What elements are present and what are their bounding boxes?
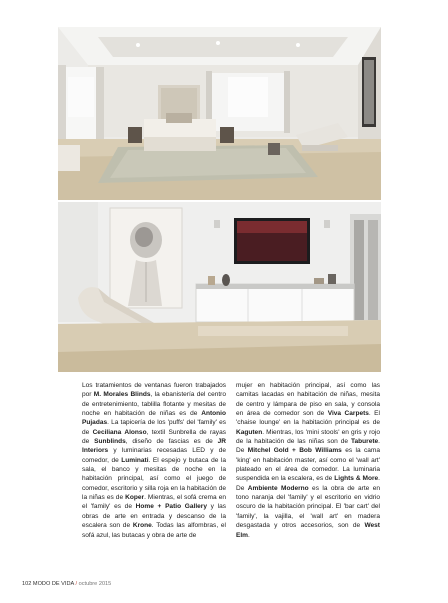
- credit-name: Luminati: [121, 456, 149, 464]
- article-column-left: [82, 381, 226, 540]
- article-text: . El espejo y butaca de la sala, el banco y mesitas de noche en la habitación principal, así como el juego de comedor, escritorio y silla roja en la habitación de la niñas es de: [82, 456, 226, 502]
- credit-name: Taburete: [351, 438, 379, 446]
- credit-name: Viva Carpets: [327, 410, 369, 418]
- article-text: y luminarias recesadas LED y de comedor, de: [82, 447, 226, 464]
- living-room-photo: [58, 202, 381, 372]
- article-text: y las obras de arte en entrada y descanso de la escalera son de: [82, 503, 226, 530]
- article-text: .: [248, 531, 250, 539]
- credit-name: Ceciliana Alonso: [92, 428, 147, 436]
- article-text: . De: [236, 475, 380, 492]
- credit-name: Sunblinds: [94, 438, 126, 446]
- credit-name: Ambiente Moderno: [247, 484, 309, 492]
- credit-name: Lights & More: [334, 475, 379, 483]
- page-footer: [22, 581, 111, 587]
- article-text: , la ebanistería del centro de entretenimiento, tablilla flotante y mesitas de noche en habitación de niñas es de: [82, 391, 227, 418]
- magazine-name: MODO DE VIDA: [32, 581, 74, 587]
- credit-name: Mitchel Gold + Bob Williams: [247, 447, 342, 455]
- bedroom-photo: [58, 27, 381, 200]
- article-text: es la cama 'king' en habitación master, así como el 'wall art' plateado en el área de comedor. La luminaria suspendida en la escalera, es de: [236, 447, 380, 483]
- article-text: . Mientras, los 'mini stools' en gris y rojo de la habitación de las niñas son de: [236, 428, 380, 446]
- article-text: mujer en habitación principal, así como las camitas lacadas en habitación de niñas, mesita de centro y lámpara de piso en sala, y consola en área de comedor son de: [236, 382, 380, 418]
- credit-name: Antonio Pujadas: [82, 410, 226, 427]
- credit-name: M. Morales Blinds: [93, 391, 151, 399]
- article-text: Los tratamientos de ventanas fueron trabajados por: [82, 382, 226, 399]
- article-text: . La tapicería de los 'puffs' del 'family' es de: [82, 419, 226, 436]
- credit-name: Koper: [125, 494, 145, 502]
- footer-separator: /: [75, 581, 78, 587]
- article-text: , diseño de fascias es de: [125, 438, 218, 446]
- credit-name: JR Interiors: [82, 438, 226, 455]
- article-text: . El 'chaise lounge' en la habitación principal es de: [236, 410, 381, 427]
- issue-date: octubre 2015: [78, 581, 112, 587]
- credit-name: Krone: [132, 522, 152, 530]
- page-number: 102: [22, 581, 32, 587]
- article-text: . Todas las alfombras, el sofá azul, las butacas y obra de arte de: [82, 522, 226, 539]
- article-column-right: [236, 381, 380, 540]
- credit-name: West Elm: [236, 522, 380, 539]
- article-text: es la obra de arte en tono naranja del 'family' y el escritorio en vidrio oscuro de la habitación principal. El 'bar cart' del 'family', la vajilla, el 'wall art' en madera desgastada y otros accesorios, son de: [236, 484, 380, 530]
- credit-name: Kaguten: [236, 428, 263, 436]
- credit-name: Home + Patio Gallery: [135, 503, 207, 511]
- article-text: . Mientras, el sofá crema en el 'family' es de: [82, 494, 226, 511]
- article-text: , textil Sunbrella de rayas de: [82, 428, 226, 446]
- article-text: . De: [236, 438, 380, 455]
